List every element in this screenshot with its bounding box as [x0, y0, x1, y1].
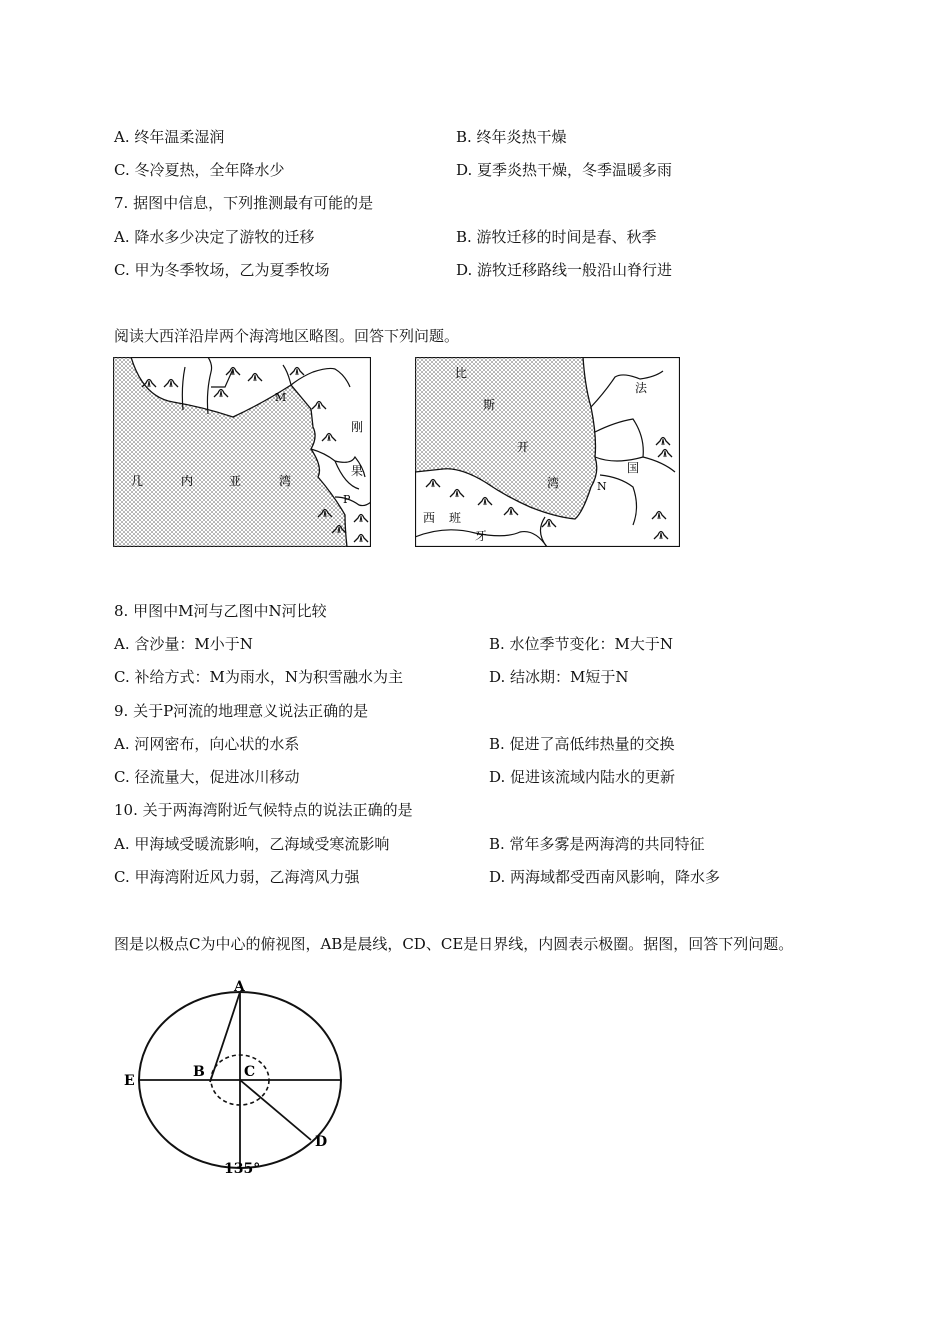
river-n-label: N [597, 480, 607, 493]
q10-option-c: C. 甲海湾附近风力弱，乙海湾风力强 [114, 868, 360, 886]
river-p-label: P [343, 493, 351, 506]
terminator-ab [210, 992, 240, 1082]
q10-option-b: B. 常年多雾是两海湾的共同特征 [489, 835, 705, 853]
q8-option-a: A. 含沙量：M小于N [114, 635, 253, 653]
q6-option-d: D. 夏季炎热干燥，冬季温暖多雨 [456, 161, 673, 179]
label-135: 135° [224, 1161, 261, 1175]
map-left-bay-char-3: 亚 [229, 474, 242, 488]
q7-option-b: B. 游牧迁移的时间是春、秋季 [456, 228, 657, 246]
line-cd [240, 1080, 311, 1140]
q9-option-b: B. 促进了高低纬热量的交换 [489, 735, 675, 753]
map-right-france-char-2: 国 [627, 461, 640, 475]
label-a: A [234, 980, 245, 995]
q8-stem: 8. 甲图中M河与乙图中N河比较 [114, 602, 327, 620]
q7-option-d: D. 游牧迁移路线一般沿山脊行进 [456, 261, 673, 279]
river-m-label: M [275, 391, 287, 404]
map-right-bay-char-2: 斯 [483, 398, 496, 412]
q10-stem: 10. 关于两海湾附近气候特点的说法正确的是 [114, 801, 413, 819]
q8-option-d: D. 结冰期：M短于N [489, 668, 629, 686]
map-right-bay-char-1: 比 [455, 366, 468, 380]
map-left-congo-char-2: 果 [351, 464, 364, 478]
q9-option-d: D. 促进该流域内陆水的更新 [489, 768, 676, 786]
gulf-of-guinea-map [113, 357, 371, 547]
q7-option-a: A. 降水多少决定了游牧的迁移 [114, 228, 315, 246]
label-d: D [315, 1134, 328, 1150]
map-right-bay-char-4: 湾 [547, 476, 560, 490]
q7-option-c: C. 甲为冬季牧场，乙为夏季牧场 [114, 261, 330, 279]
q6-option-c: C. 冬冷夏热，全年降水少 [114, 161, 285, 179]
q8-option-c: C. 补给方式：M为雨水，N为积雪融水为主 [114, 668, 403, 686]
map-right-spain-char-3: 牙 [475, 529, 488, 543]
q9-option-c: C. 径流量大，促进冰川移动 [114, 768, 300, 786]
map-left-congo-char-1: 刚 [351, 420, 364, 434]
q9-stem: 9. 关于P河流的地理意义说法正确的是 [114, 702, 369, 720]
map-right-spain-char-2: 班 [449, 511, 462, 525]
bay-of-biscay-map [415, 357, 680, 547]
q7-stem: 7. 据图中信息，下列推测最有可能的是 [114, 194, 374, 212]
map-left-bay-char-4: 湾 [279, 474, 292, 488]
bays-intro: 阅读大西洋沿岸两个海湾地区略图。回答下列问题。 [114, 327, 460, 345]
map-right-bay-char-3: 开 [517, 440, 530, 454]
map-left-bay-char-2: 内 [181, 474, 194, 488]
label-e: E [124, 1073, 135, 1089]
q6-option-a: A. 终年温柔湿润 [114, 128, 225, 146]
q6-option-b: B. 终年炎热干燥 [456, 128, 567, 146]
q10-option-d: D. 两海域都受西南风影响，降水多 [489, 868, 721, 886]
map-right-spain-char-1: 西 [423, 511, 436, 525]
polar-view-diagram [118, 980, 348, 1175]
map-left-bay-char-1: 几 [131, 474, 144, 488]
q10-option-a: A. 甲海域受暖流影响，乙海域受寒流影响 [114, 835, 390, 853]
map-right-france-char-1: 法 [635, 381, 648, 395]
q9-option-a: A. 河网密布，向心状的水系 [114, 735, 300, 753]
label-c: C [244, 1064, 256, 1080]
q8-option-b: B. 水位季节变化：M大于N [489, 635, 674, 653]
label-b: B [193, 1064, 205, 1080]
polar-intro: 图是以极点C为中心的俯视图，AB是晨线，CD、CE是日界线，内圆表示极圈。据图，回答下列问题。 [114, 935, 794, 953]
